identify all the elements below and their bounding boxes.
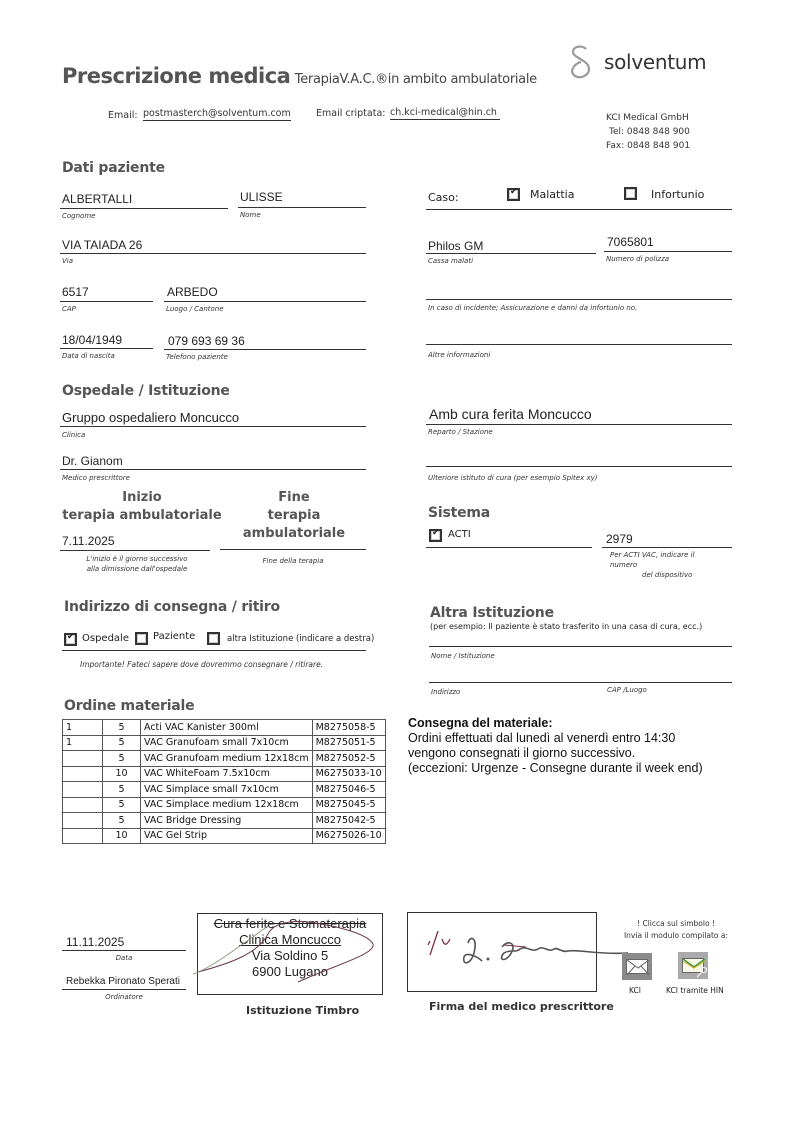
order-code-cell: M6275033-10 bbox=[312, 766, 385, 782]
therapy-start-heading-line1: Inizio bbox=[122, 490, 162, 505]
therapy-start-note-line1: L'inizio è il giorno successivo bbox=[86, 555, 188, 563]
case-infortunio-checkbox[interactable] bbox=[624, 187, 637, 200]
accident-line[interactable] bbox=[426, 299, 732, 300]
system-acti-label: ACTI bbox=[448, 529, 471, 540]
checkmark-icon: ✔ bbox=[432, 528, 440, 538]
patient-name-value[interactable]: ULISSE bbox=[240, 190, 283, 204]
order-code-cell: M8275051-5 bbox=[312, 735, 385, 751]
patient-surname-label: Cognome bbox=[62, 212, 96, 220]
therapy-end-label: Fine della terapia bbox=[262, 557, 324, 565]
order-desc-cell: VAC Bridge Dressing bbox=[141, 813, 313, 829]
company-fax: Fax: 0848 848 901 bbox=[606, 141, 691, 151]
case-label: Caso: bbox=[428, 191, 459, 204]
send-kci-button[interactable] bbox=[622, 953, 652, 980]
patient-birthdate-value[interactable]: 18/04/1949 bbox=[62, 333, 123, 347]
device-number-line bbox=[602, 547, 732, 548]
send-kci-label: KCI bbox=[629, 986, 641, 995]
stamp-line-2: Clinica Moncucco bbox=[239, 932, 341, 947]
patient-street-value[interactable]: VIA TAIADA 26 bbox=[62, 238, 143, 252]
logo-text: solventum bbox=[604, 50, 707, 74]
order-desc-cell: VAC WhiteFoam 7.5x10cm bbox=[141, 766, 313, 782]
order-desc-cell: VAC Simplace small 7x10cm bbox=[141, 782, 313, 798]
device-number-note bbox=[610, 550, 695, 580]
delivery-altra-checkbox[interactable] bbox=[207, 632, 220, 645]
table-row bbox=[63, 751, 386, 767]
order-qty-cell: 5 bbox=[103, 720, 141, 736]
section-delivery-heading: Indirizzo di consegna / ritiro bbox=[64, 599, 280, 615]
device-note-line2: numero bbox=[610, 561, 638, 569]
footer-date-label: Data bbox=[115, 954, 133, 962]
section-patient-heading: Dati paziente bbox=[62, 160, 165, 176]
case-malattia-label: Malattia bbox=[530, 188, 575, 201]
solventum-logo-icon bbox=[568, 44, 594, 82]
stamp-signature-scribble-icon bbox=[138, 914, 388, 994]
checkmark-icon: ✔ bbox=[67, 632, 75, 642]
envelope-icon bbox=[626, 959, 648, 974]
email-encrypted-label: Email criptata: bbox=[316, 108, 386, 119]
patient-city-line bbox=[164, 301, 366, 302]
clinic-value[interactable]: Gruppo ospedaliero Moncucco bbox=[62, 410, 240, 425]
device-note-line1: Per ACTI VAC, indicare il bbox=[610, 551, 695, 559]
delivery-info-line3: (eccezioni: Urgenze - Consegne durante il week end) bbox=[408, 761, 703, 775]
orderer-value[interactable]: Rebekka Pironato Sperati bbox=[66, 976, 180, 987]
patient-name-label: Nome bbox=[240, 211, 261, 219]
order-code-cell: M8275042-5 bbox=[312, 813, 385, 829]
section-order-heading: Ordine materiale bbox=[64, 698, 195, 714]
company-contact bbox=[606, 111, 690, 153]
delivery-line bbox=[62, 650, 366, 651]
policy-label: Numero di polizza bbox=[606, 255, 670, 263]
order-amount-cell[interactable] bbox=[63, 766, 103, 782]
case-infortunio-label: Infortunio bbox=[651, 188, 705, 201]
accident-label: In caso di incidente; Assicurazione e danni da infortunio no. bbox=[428, 304, 638, 312]
order-code-cell: M6275026-10 bbox=[312, 828, 385, 844]
patient-city-value[interactable]: ARBEDO bbox=[167, 285, 218, 299]
other-institution-address-label: Indirizzo bbox=[431, 688, 461, 696]
order-amount-cell[interactable] bbox=[63, 782, 103, 798]
stamp-line-1: Cura ferite e Stomaterapia bbox=[213, 916, 367, 931]
patient-phone-label: Telefono paziente bbox=[166, 353, 228, 361]
order-amount-cell[interactable] bbox=[63, 813, 103, 829]
delivery-altra-label: altra Istituzione (indicare a destra) bbox=[227, 634, 375, 644]
therapy-start-heading bbox=[62, 489, 222, 525]
therapy-start-note bbox=[62, 554, 212, 574]
table-row bbox=[63, 797, 386, 813]
clinic-line bbox=[60, 426, 366, 427]
patient-zip-value[interactable]: 6517 bbox=[62, 285, 89, 299]
patient-zip-label: CAP bbox=[62, 305, 76, 313]
section-other-institution-heading: Altra Istituzione bbox=[430, 605, 554, 621]
solventum-logo bbox=[568, 44, 748, 84]
send-hin-label: KCI tramite HIN bbox=[666, 986, 724, 995]
order-qty-cell: 10 bbox=[103, 828, 141, 844]
delivery-ospedale-label: Ospedale bbox=[82, 633, 129, 644]
policy-value[interactable]: 7065801 bbox=[607, 235, 654, 249]
table-row bbox=[63, 735, 386, 751]
patient-name-line bbox=[238, 207, 366, 208]
order-code-cell: M8275046-5 bbox=[312, 782, 385, 798]
delivery-note: Importante! Fateci sapere dove dovremmo consegnare / ritirare. bbox=[80, 660, 324, 669]
patient-birthdate-line bbox=[60, 348, 153, 349]
order-qty-cell: 5 bbox=[103, 797, 141, 813]
therapy-end-heading-line1: Fine bbox=[278, 490, 310, 505]
table-row bbox=[63, 813, 386, 829]
ward-label: Reparto / Stazione bbox=[428, 428, 493, 436]
institution-stamp[interactable] bbox=[197, 913, 383, 995]
patient-city-label: Luogo / Cantone bbox=[166, 305, 224, 313]
footer-date-value[interactable]: 11.11.2025 bbox=[66, 935, 125, 949]
signature-box[interactable] bbox=[407, 912, 597, 992]
order-amount-cell[interactable]: 1 bbox=[63, 735, 103, 751]
other-info-label: Altre informazioni bbox=[428, 351, 491, 359]
key-icon bbox=[696, 966, 708, 978]
table-row bbox=[63, 766, 386, 782]
order-qty-cell: 5 bbox=[103, 813, 141, 829]
other-info-line[interactable] bbox=[426, 344, 732, 345]
other-institution-name-line[interactable] bbox=[429, 646, 732, 647]
system-acti-checkbox[interactable] bbox=[429, 529, 442, 542]
ward-line bbox=[426, 424, 732, 425]
order-desc-cell: VAC Granufoam small 7x10cm bbox=[141, 735, 313, 751]
further-care-label: Ulteriore istituto di cura (per esempio Spitex xy) bbox=[428, 474, 598, 482]
device-number-value[interactable]: 2979 bbox=[606, 532, 633, 546]
email-link[interactable]: postmasterch@solventum.com bbox=[143, 108, 291, 119]
patient-surname-value[interactable]: ALBERTALLI bbox=[62, 192, 133, 206]
company-name: KCI Medical GmbH bbox=[606, 113, 689, 123]
device-note-line3: del dispositivo bbox=[642, 571, 693, 579]
send-instructions bbox=[616, 918, 736, 942]
therapy-end-heading bbox=[222, 489, 366, 543]
click-note-1: ! Clicca sul simbolo ! bbox=[637, 919, 715, 928]
order-qty-cell: 5 bbox=[103, 735, 141, 751]
therapy-start-heading-line2: terapia ambulatoriale bbox=[62, 508, 222, 523]
orderer-label: Ordinatore bbox=[105, 993, 143, 1001]
table-row bbox=[63, 720, 386, 736]
company-tel: Tel: 0848 848 900 bbox=[609, 127, 690, 137]
order-desc-cell: VAC Gel Strip bbox=[141, 828, 313, 844]
document-title-row bbox=[62, 64, 537, 88]
policy-line bbox=[604, 251, 732, 252]
doctor-line bbox=[60, 469, 366, 470]
checkmark-icon: ✔ bbox=[510, 187, 518, 197]
delivery-ospedale-checkbox[interactable] bbox=[64, 633, 77, 646]
patient-phone-line bbox=[164, 349, 366, 350]
therapy-start-note-line2: alla dimissione dall'ospedale bbox=[86, 565, 188, 573]
table-row bbox=[63, 828, 386, 844]
other-institution-name-label: Nome / Istituzione bbox=[431, 652, 495, 660]
order-qty-cell: 5 bbox=[103, 751, 141, 767]
other-institution-subtitle: (per esempio: Il paziente è stato trasferito in una casa di cura, ecc.) bbox=[430, 622, 703, 631]
insurer-line bbox=[426, 253, 596, 254]
table-row bbox=[63, 782, 386, 798]
signature-label: Firma del medico prescrittore bbox=[429, 1000, 614, 1013]
section-system-heading: Sistema bbox=[428, 505, 491, 521]
other-institution-zip-label: CAP /Luogo bbox=[607, 686, 647, 694]
insurer-value[interactable]: Philos GM bbox=[428, 239, 484, 253]
patient-surname-line bbox=[60, 208, 228, 209]
order-desc-cell: VAC Granufoam medium 12x18cm bbox=[141, 751, 313, 767]
patient-birthdate-label: Data di nascita bbox=[62, 352, 115, 360]
email-encrypted-link[interactable]: ch.kci-medical@hin.ch bbox=[390, 107, 500, 120]
ward-value[interactable]: Amb cura ferita Moncucco bbox=[429, 406, 592, 422]
case-malattia-checkbox[interactable] bbox=[507, 188, 520, 201]
order-amount-cell[interactable] bbox=[63, 828, 103, 844]
clinic-label: Clinica bbox=[62, 431, 86, 439]
doctor-label: Medico prescrittore bbox=[62, 474, 130, 482]
order-desc-cell: Acti VAC Kanister 300ml bbox=[141, 720, 313, 736]
send-hin-button[interactable] bbox=[678, 952, 708, 979]
order-code-cell: M8275058-5 bbox=[312, 720, 385, 736]
patient-street-label: Via bbox=[62, 257, 74, 265]
order-amount-cell[interactable]: 1 bbox=[63, 720, 103, 736]
order-code-cell: M8275052-5 bbox=[312, 751, 385, 767]
order-amount-cell[interactable] bbox=[63, 797, 103, 813]
doctor-value[interactable]: Dr. Gianom bbox=[62, 454, 123, 468]
email-label: Email: bbox=[108, 110, 138, 121]
section-hospital-heading: Ospedale / Istituzione bbox=[62, 383, 230, 399]
delivery-info-heading: Consegna del materiale: bbox=[408, 716, 553, 730]
case-line bbox=[426, 209, 732, 210]
delivery-paziente-checkbox[interactable] bbox=[135, 632, 148, 645]
delivery-info-line1: Ordini effettuati dal lunedì al venerdì entro 14:30 bbox=[408, 731, 676, 745]
document-subtitle: TerapiaV.A.C.®in ambito ambulatoriale bbox=[294, 72, 537, 87]
insurer-label: Cassa malati bbox=[428, 257, 474, 265]
therapy-end-line[interactable] bbox=[220, 549, 366, 550]
order-code-cell: M8275045-5 bbox=[312, 797, 385, 813]
therapy-start-line bbox=[60, 550, 210, 551]
further-care-line[interactable] bbox=[426, 466, 732, 467]
patient-zip-line bbox=[60, 301, 153, 302]
stamp-label: Istituzione Timbro bbox=[246, 1004, 360, 1017]
system-line bbox=[426, 547, 592, 548]
therapy-end-heading-line2: terapia ambulatoriale bbox=[242, 508, 346, 541]
patient-street-line bbox=[60, 253, 366, 254]
click-note-2: Invia il modulo compilato a: bbox=[623, 931, 729, 940]
patient-phone-value[interactable]: 079 693 69 36 bbox=[168, 334, 245, 348]
delivery-info-line2: vengono consegnati il giorno successivo. bbox=[408, 746, 636, 760]
order-amount-cell[interactable] bbox=[63, 751, 103, 767]
stamp-line-4: 6900 Lugano bbox=[252, 964, 328, 979]
delivery-info bbox=[408, 716, 703, 776]
order-table bbox=[62, 719, 386, 844]
order-qty-cell: 5 bbox=[103, 782, 141, 798]
therapy-start-value[interactable]: 7.11.2025 bbox=[62, 534, 115, 548]
delivery-paziente-label: Paziente bbox=[153, 631, 196, 642]
other-institution-address-line[interactable] bbox=[429, 682, 732, 683]
stamp-line-3: Via Soldino 5 bbox=[251, 948, 329, 963]
order-qty-cell: 10 bbox=[103, 766, 141, 782]
document-title: Prescrizione medica bbox=[62, 64, 291, 88]
order-desc-cell: VAC Simplace medium 12x18cm bbox=[141, 797, 313, 813]
